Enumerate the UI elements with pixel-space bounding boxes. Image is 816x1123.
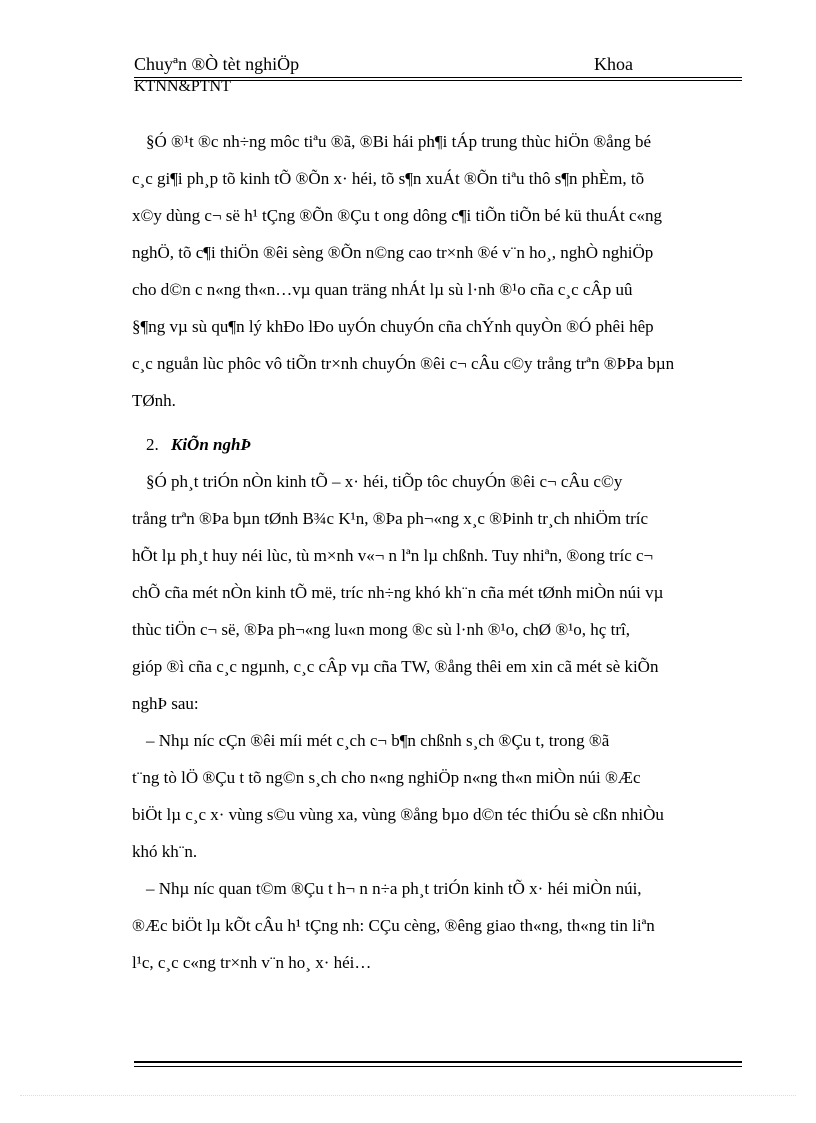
- text-line: §Ó ph¸t triÓn nÒn kinh tÕ – x· héi, tiÕp tôc chuyÓn ®êi c¬ cÂu c©y: [146, 472, 623, 491]
- text-line: x©y dùng c¬ së h¹ tÇng ®Õn ®Çu t ong dông c¶i tiÕn tiÕn bé kü thuÁt c«ng: [132, 206, 663, 225]
- text-line: l¹c, c¸c c«ng tr×nh v¨n ho¸ x· héi…: [132, 953, 372, 972]
- footer-rule: [134, 1061, 742, 1063]
- paragraph-recommendations: [132, 470, 732, 988]
- text-line: TØnh.: [132, 391, 176, 410]
- text-line: §Ó ®¹t ®c nh÷ng môc tiªu ®ã, ®Bi hái ph¶i tÁp trung thùc hiÖn ®ång bé: [146, 132, 652, 151]
- text-line: ®Æc biÖt lµ kÕt cÂu h¹ tÇng nh: CÇu cèng, ®êng giao th«ng, th«ng tin liªn: [132, 916, 655, 935]
- text-line: t¨ng tò lÖ ®Çu t tõ ng©n s¸ch cho n«ng nghiÖp n«ng th«n miÒn núi ®Æc: [132, 768, 641, 787]
- header-faculty-continuation: KTNN&PTNT: [134, 78, 231, 95]
- text-line: nghÖ, tõ c¶i thiÖn ®êi sèng ®Õn n©ng cao tr×nh ®é v¨n ho¸, nghÒ nghiÖp: [132, 243, 654, 262]
- paragraph-conclusion: [132, 130, 722, 426]
- text-line: nghÞ sau:: [132, 694, 199, 713]
- text-line: chÕ cña mét nÒn kinh tÕ më, tríc nh÷ng khó kh¨n cña mét tØnh miÒn núi vµ: [132, 583, 664, 602]
- bullet-line: – Nhµ níc quan t©m ®Çu t h¬ n n÷a ph¸t triÓn kinh tÕ x· héi miÒn núi,: [146, 879, 642, 898]
- text-line: biÖt lµ c¸c x· vùng s©u vùng xa, vùng ®ång bµo d©n téc thiÓu sè cßn nhiÒu: [132, 805, 664, 824]
- text-line: hÕt lµ ph¸t huy néi lùc, tù m×nh v«¬ n lªn lµ chßnh. Tuy nhiªn, ®ong tríc c¬: [132, 546, 654, 565]
- text-line: khó kh¨n.: [132, 842, 198, 861]
- text-line: thùc tiÖn c¬ së, ®Þa ph¬«ng lu«n mong ®c sù l·nh ®¹o, chØ ®¹o, hç trî,: [132, 620, 630, 639]
- text-line: c¸c nguån lùc phôc vô tiÕn tr×nh chuyÓn ®êi c¬ cÂu c©y trång trªn ®ÞÞa bµn: [132, 354, 675, 373]
- section-title: KiÕn nghÞ: [171, 435, 251, 454]
- page-header: [134, 53, 742, 93]
- section-number: 2.: [146, 435, 159, 454]
- text-line: c¸c gi¶i ph¸p tõ kinh tÕ ®Õn x· héi, tõ s¶n xuÁt ®Õn tiªu thô s¶n phÈm, tõ: [132, 169, 645, 188]
- header-faculty: Khoa: [594, 54, 633, 74]
- bullet-line: – Nhµ níc cÇn ®êi míi mét c¸ch c¬ b¶n chßnh s¸ch ®Çu t, trong ®ã: [146, 731, 610, 750]
- header-title: Chuyªn ®Ò tèt nghiÖp: [134, 54, 300, 74]
- text-line: trång trªn ®Þa bµn tØnh B¾c K¹n, ®Þa ph¬«ng x¸c ®Þinh tr¸ch nhiÖm tríc: [132, 509, 648, 528]
- footer-rule-secondary: [134, 1066, 742, 1067]
- text-line: §¶ng vµ sù qu¶n lý khÐo lÐo uyÓn chuyÓn cña chÝnh quyÒn ®Ó phêi hêp: [132, 317, 654, 336]
- text-line: cho d©n c n«ng th«n…vµ quan träng nhÁt lµ sù l·nh ®¹o cña c¸c cÂp uû: [132, 280, 633, 299]
- section-heading: [146, 434, 251, 456]
- page-bottom-border: [20, 1095, 796, 1096]
- text-line: gióp ®ì cña c¸c ngµnh, c¸c cÂp vµ cña TW, ®ång thêi em xin cã mét sè kiÕn: [132, 657, 659, 676]
